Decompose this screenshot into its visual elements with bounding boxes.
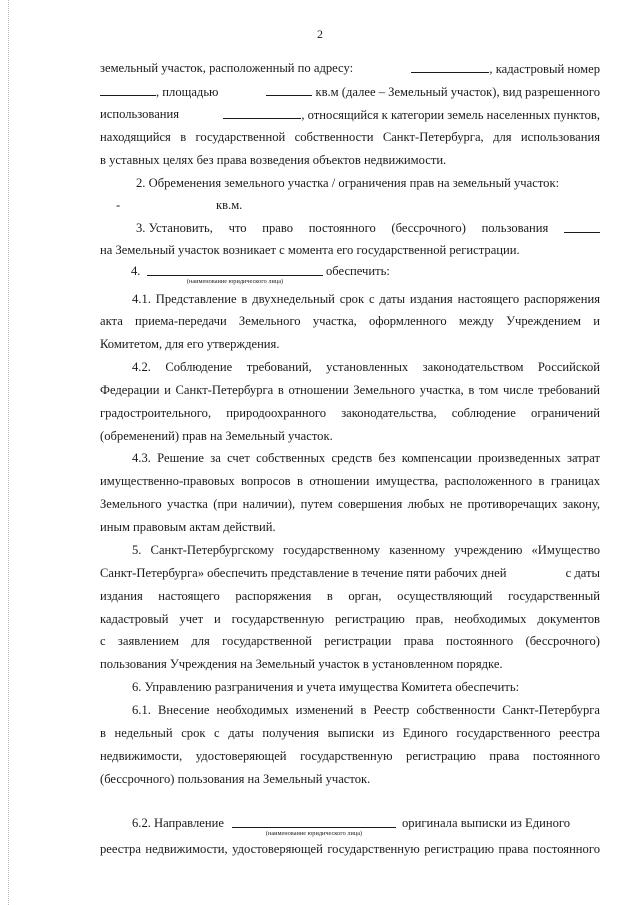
binding-margin-line (8, 0, 9, 905)
para1-text-b: , кадастровый номер (489, 62, 600, 76)
item61-line3: недвижимости, удостоверяющей государственную регистрацию права постоянного (100, 749, 600, 763)
item5-line2b: с даты (565, 566, 600, 580)
item2-dash: - (116, 198, 121, 212)
item42-line2: Федерации и Санкт-Петербурга в отношении Земельного участка, в том числе требований (100, 383, 600, 397)
legal-entity-blank (147, 263, 323, 276)
para1-line5: в уставных целях без права возведения объектов недвижимости. (100, 153, 447, 167)
item5-line3: издания настоящего распоряжения в орган, осуществляющий государственный (100, 589, 600, 603)
area-blank (266, 83, 312, 96)
para1-text-c: , площадью (156, 85, 219, 99)
address-blank (411, 60, 489, 73)
item3-blank (564, 220, 600, 233)
item3-word: пользования (481, 221, 549, 235)
cadastral-blank (100, 83, 156, 96)
item62-text-a: 6.2. Направление (132, 816, 224, 830)
page-number: 2 (317, 27, 323, 41)
para1-line1 (100, 60, 600, 77)
usage-blank (223, 106, 301, 119)
item3-word: 3. Установить, (136, 221, 213, 235)
item42-line1: 4.2. Соблюдение требований, установленных законодательством Российской (132, 360, 600, 374)
para1-line2 (100, 83, 600, 100)
item4-number: 4. (131, 264, 141, 278)
item61-line2: в недельный срок с даты получения выписки из Единого государственного реестра (100, 726, 600, 740)
item3-word: право (262, 221, 294, 235)
item5-line6: пользования Учреждения на Земельный участок в установленном порядке. (100, 657, 503, 671)
item43-line2: имущественно-правовых вопросов в отношении имущества, расположенного в границах (100, 474, 600, 488)
item42-line4: (обременений) прав на Земельный участок. (100, 429, 333, 443)
item2-title: 2. Обременения земельного участка / ограничения прав на земельный участок: (136, 176, 560, 190)
item62-line2: реестра недвижимости, удостоверяющей государственную регистрацию права постоянного (100, 842, 600, 856)
item41-line3: Комитетом, для его утверждения. (100, 337, 280, 351)
para1-text-d: кв.м (далее – Земельный участок), вид разрешенного (315, 85, 600, 99)
item41-line2: акта приема-передачи Земельного участка, оформленного между Учреждением и (100, 314, 600, 328)
para1-text-a: земельный участок, расположенный по адресу: (100, 61, 354, 75)
legal-entity-blank-2 (232, 815, 396, 828)
item61-line1: 6.1. Внесение необходимых изменений в Реестр собственности Санкт-Петербурга (132, 703, 600, 717)
item5-line5: с заявлением для государственной регистрации права постоянного (бессрочного) (100, 634, 600, 648)
item4-tail: обеспечить: (326, 264, 390, 278)
item3-word: что (228, 221, 247, 235)
item4-caption: (наименование юридического лица) (186, 278, 284, 285)
item2-unit: кв.м. (216, 198, 243, 212)
item62-caption: (наименование юридического лица) (265, 830, 363, 837)
item43-line3: Земельного участка (при наличии), путем совершения любых не противоречащих закону, (100, 497, 600, 511)
item3-line1 (136, 220, 600, 236)
item3-line2: на Земельный участок возникает с момента его государственной регистрации. (100, 243, 520, 257)
para1-line3 (100, 106, 600, 123)
item5-line1: 5. Санкт-Петербургскому государственному казенному учреждению «Имущество (132, 543, 600, 557)
item61-line4: (бессрочного) пользования на Земельный участок. (100, 772, 371, 786)
item41-line1: 4.1. Представление в двухнедельный срок с даты издания настоящего распоряжения (132, 292, 600, 306)
item42-line3: градостроительного, природоохранного законодательства, соблюдение ограничений (100, 406, 600, 420)
item6-title: 6. Управлению разграничения и учета имущества Комитета обеспечить: (132, 680, 520, 694)
para1-text-f: , относящийся к категории земель населенных пунктов, (301, 108, 600, 122)
item5-line4: кадастровый учет и государственную регистрацию прав, необходимых документов (100, 612, 600, 626)
item5-line2a: Санкт-Петербурга» обеспечить представление в течение пяти рабочих дней (100, 566, 507, 580)
item43-line1: 4.3. Решение за счет собственных средств без компенсации произведенных затрат (132, 451, 600, 465)
item3-word: постоянного (308, 221, 376, 235)
item62-text-b: оригинала выписки из Единого (402, 816, 571, 830)
para1-line4: находящийся в государственной собственности Санкт-Петербурга, для использования (100, 130, 600, 144)
item43-line4: иным правовым актам действий. (100, 520, 276, 534)
item3-word: (бессрочного) (391, 221, 466, 235)
para1-text-e: использования (100, 107, 180, 121)
